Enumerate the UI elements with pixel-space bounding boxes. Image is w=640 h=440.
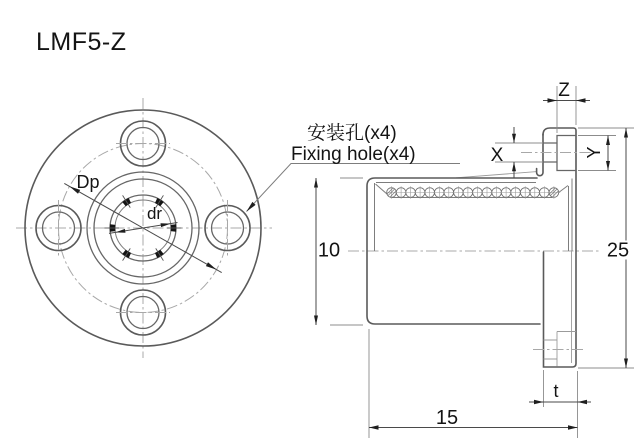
dim-z [543,80,590,133]
dim-t-label: t [553,381,559,401]
callout-leader-line [247,164,461,212]
dim-dp-label: Dp [76,172,100,192]
right-seal-lines [569,179,573,252]
fixing-hole-right [205,200,250,256]
annotation-zh: 安装孔(x4) [307,123,397,144]
dim-15 [369,329,578,438]
dim-y [578,136,616,171]
dim-10-value: 10 [317,239,341,262]
dim-t [529,370,591,407]
annotation-en: Fixing hole(x4) [291,144,416,165]
dim-z-label: Z [558,80,570,101]
flange-face-and-groove [537,134,543,176]
fixing-hole-left [36,200,81,256]
dr-arrow-right [161,223,171,227]
dim-y-label: Y [584,146,604,159]
dim-15-value: 15 [435,407,459,429]
dr-arrow-left [115,229,125,233]
callout-leader-to-section [456,172,537,178]
dp-arrow-lower [206,262,217,269]
fixing-hole-lower-view [533,332,586,367]
front-view [16,98,272,358]
fixing-hole-bottom [116,290,170,335]
fixing-hole-top [116,121,170,166]
dim-dr-label: dr [146,204,163,223]
dim-25-value: 25 [606,239,630,262]
dim-x-label: X [490,145,504,166]
drawing-title: LMF5-Z [36,28,127,56]
ball-row [385,186,560,199]
dim-25 [578,128,634,368]
